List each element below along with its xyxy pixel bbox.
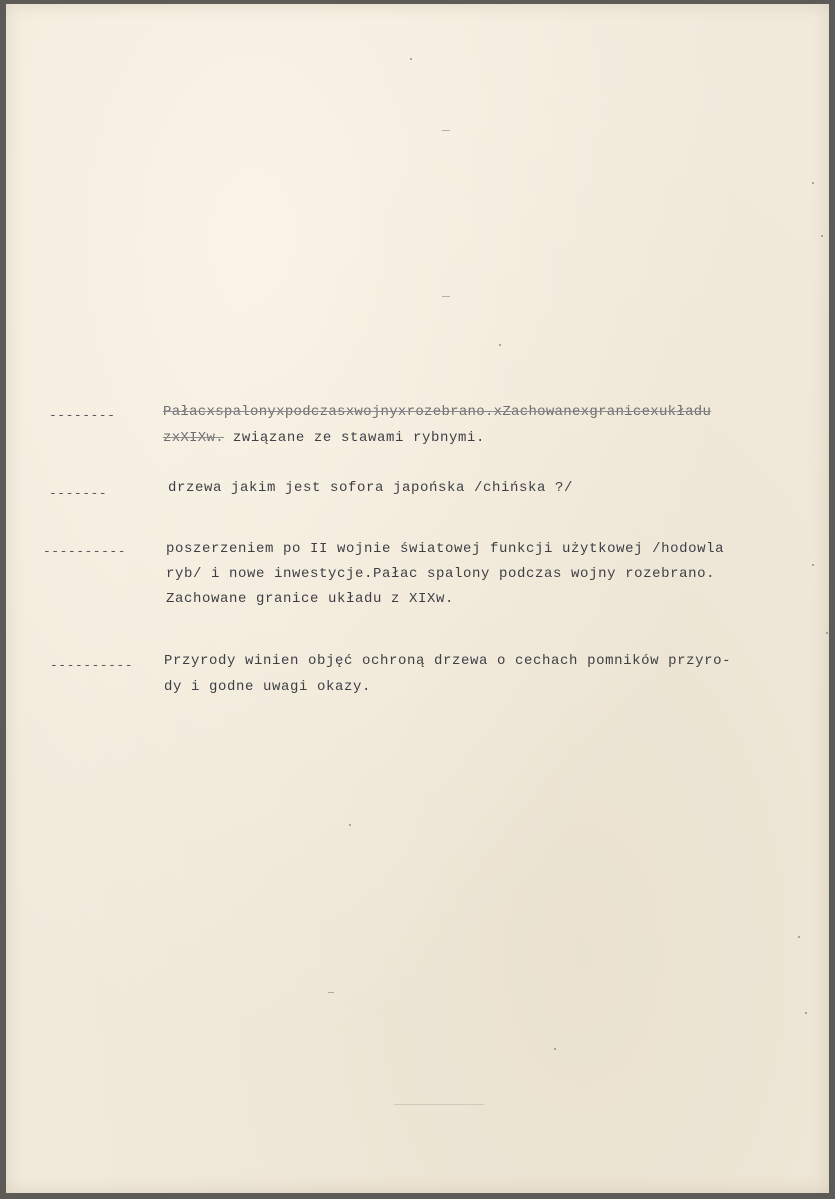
entry-1-dashes: -------- bbox=[49, 408, 116, 423]
entry-3-line-1 bbox=[166, 541, 724, 557]
entry-2-line-1 bbox=[168, 480, 573, 496]
scan-speck bbox=[805, 1012, 807, 1014]
entry-3-line-2 bbox=[166, 566, 715, 582]
entry-4-line-2 bbox=[164, 679, 371, 695]
scan-speck bbox=[499, 344, 501, 346]
struck-text: Pałacxspalonyxpodczasxwojnyxrozebrano.xZachowanexgranicexukładu bbox=[163, 404, 712, 420]
scan-speck bbox=[410, 58, 412, 60]
scan-speck bbox=[349, 824, 351, 826]
entry-2-dashes: ------- bbox=[49, 486, 108, 501]
line-text: ryb/ i nowe inwestycje.Pałac spalony podczas wojny rozebrano. bbox=[166, 566, 716, 582]
line-text: Zachowane granice układu z XIXw. bbox=[166, 591, 455, 607]
scan-mark bbox=[442, 296, 450, 297]
scan-speck bbox=[554, 1048, 556, 1050]
scan-speck bbox=[812, 564, 814, 566]
entry-4-line-1 bbox=[164, 653, 731, 669]
typewritten-page bbox=[6, 4, 829, 1193]
scan-mark bbox=[394, 1104, 484, 1105]
scan-speck bbox=[821, 235, 823, 237]
entry-3-line-3 bbox=[166, 591, 454, 607]
scan-speck bbox=[798, 936, 800, 938]
scan-mark bbox=[442, 130, 450, 131]
line-text: poszerzeniem po II wojnie światowej funkcji użytkowej /hodowla bbox=[166, 541, 725, 557]
scan-speck bbox=[812, 182, 814, 184]
scan-mark bbox=[328, 992, 334, 993]
entry-4-dashes: ---------- bbox=[50, 658, 134, 673]
line-text: drzewa jakim jest sofora japońska /chińska ?/ bbox=[168, 480, 574, 496]
struck-text: zxXIXw. bbox=[163, 430, 224, 446]
entry-3-dashes: ---------- bbox=[43, 544, 127, 559]
line-text: związane ze stawami rybnymi. bbox=[223, 430, 485, 446]
entry-1-line-2 bbox=[163, 430, 485, 446]
line-text: Przyrody winien objęć ochroną drzewa o cechach pomników przyro- bbox=[164, 653, 732, 669]
line-text: dy i godne uwagi okazy. bbox=[164, 679, 372, 695]
entry-1-line-1 bbox=[163, 404, 711, 420]
scan-speck bbox=[826, 632, 828, 634]
